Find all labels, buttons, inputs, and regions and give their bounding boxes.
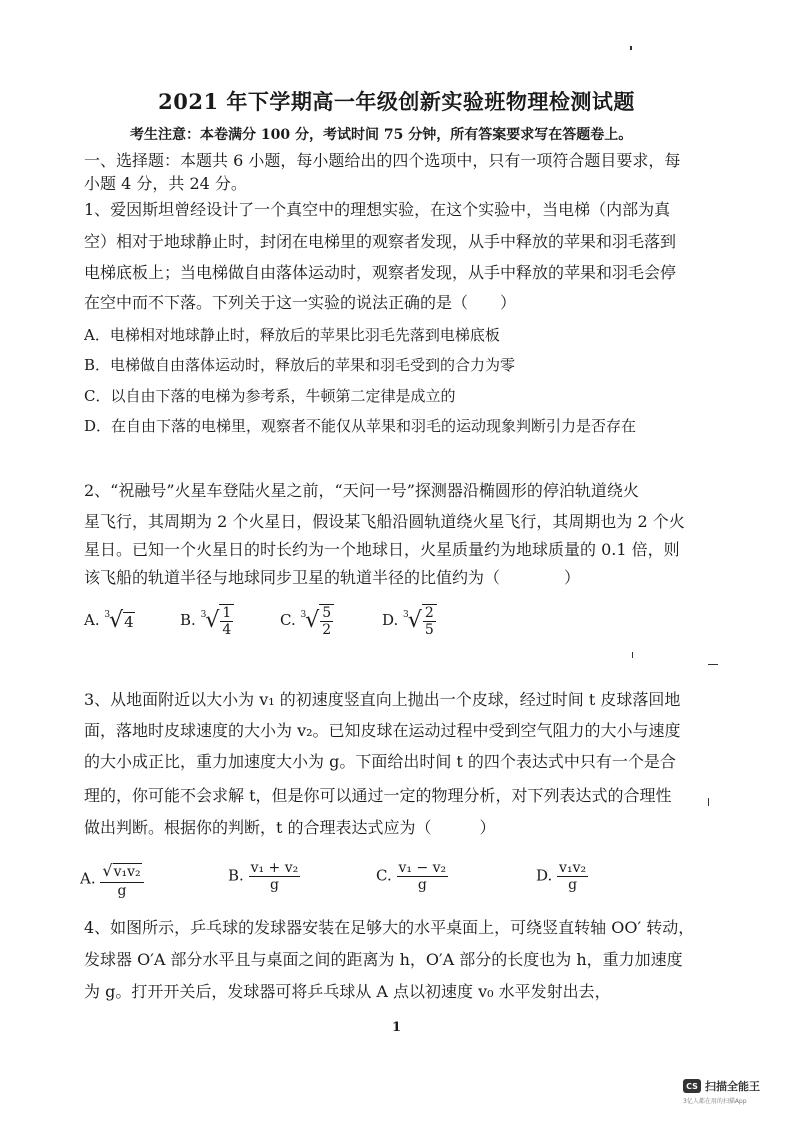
q1-line: 1、爱因斯坦曾经设计了一个真空中的理想实验，在这个实验中，当电梯（内部为真 <box>84 200 671 219</box>
denominator: 2 <box>322 622 332 638</box>
q2-line: 星日。已知一个火星日的时长约为一个地球日，火星质量约为地球质量的 0.1 倍，则 <box>84 540 680 559</box>
q2-line: 星飞行，其周期为 2 个火星日，假设某飞船沿圆轨道绕火星飞行，其周期也为 2 个火 <box>84 512 685 531</box>
q4-line: 4、如图所示，乒乓球的发球器安装在足够大的水平桌面上，可绕竖直转轴 OO′ 转动， <box>84 918 695 937</box>
radicand: 4 <box>124 612 134 631</box>
cube-root <box>104 610 134 632</box>
q2-option-d <box>382 604 437 638</box>
q1-line: 在空中而不下落。下列关于这一实验的说法正确的是（ ） <box>84 293 517 312</box>
q3-option-b <box>228 860 300 893</box>
radicand: v₁v₂ <box>113 863 141 880</box>
q2-option-a <box>84 610 135 632</box>
page-number: 1 <box>391 1020 402 1035</box>
q3-option-d <box>536 860 588 893</box>
fraction <box>557 860 588 893</box>
fraction <box>220 605 233 638</box>
denominator: g <box>117 883 127 899</box>
numerator: 1 <box>222 605 232 621</box>
numerator: v₁ + v₂ <box>250 860 299 876</box>
q3-option-c <box>376 860 448 893</box>
q3-option-a <box>80 860 144 899</box>
root-index: 3 <box>403 610 409 620</box>
scan-speck <box>632 652 633 658</box>
q1-line: 空）相对于地球静止时，封闭在电梯里的观察者发现，从手中释放的苹果和羽毛落到 <box>84 232 677 251</box>
q3-line: 3、从地面附近以大小为 v₁ 的初速度竖直向上抛出一个皮球，经过时间 t 皮球落回地 <box>84 690 681 709</box>
option-label: C. <box>376 866 392 885</box>
q1-option-c: C．以自由下落的电梯为参考系，牛顿第二定律是成立的 <box>84 387 456 405</box>
option-label: A. <box>84 611 100 629</box>
q1-option-b: B．电梯做自由落体运动时，释放后的苹果和羽毛受到的合力为零 <box>84 356 516 374</box>
denominator: 4 <box>222 622 232 638</box>
radical-sign: √ <box>407 608 422 633</box>
fraction <box>320 605 333 638</box>
numerator: 2 <box>424 605 434 621</box>
watermark-text: 扫描全能王 <box>705 1080 760 1093</box>
q4-line: 为 g。打开开关后，发球器可将乒乓球从 A 点以初速度 v₀ 水平发射出去， <box>84 982 611 1001</box>
radical-sign: √ <box>205 608 220 633</box>
root-index: 3 <box>200 610 207 620</box>
denominator: 5 <box>424 622 434 638</box>
q4-line: 发球器 O′A 部分水平且与桌面之间的距离为 h，O′A 部分的长度也为 h，重力加速度 <box>84 950 683 969</box>
numerator: 5 <box>322 605 332 621</box>
q1-option-d: D．在自由下落的电梯里，观察者不能仅从苹果和羽毛的运动现象判断引力是否存在 <box>84 417 637 435</box>
option-label: D. <box>382 611 399 629</box>
exam-notice: 考生注意：本卷满分 100 分，考试时间 75 分钟，所有答案要求写在答题卷上。 <box>130 127 633 143</box>
option-label: A. <box>80 869 96 888</box>
cube-root <box>301 604 335 638</box>
option-label: C. <box>280 611 296 629</box>
scan-speck <box>630 46 632 50</box>
option-label: B. <box>180 611 196 629</box>
denominator: g <box>568 877 578 893</box>
cube-root <box>201 604 235 638</box>
watermark-subtext: 3亿人都在用的扫描App <box>683 1098 747 1105</box>
numerator <box>100 860 143 883</box>
cube-root <box>403 604 437 638</box>
numerator: v₁v₂ <box>559 860 587 876</box>
square-root <box>102 860 141 882</box>
camscanner-logo-icon: CS <box>683 1079 701 1093</box>
exam-title: 2021 年下学期高一年级创新实验班物理检测试题 <box>158 89 635 114</box>
q3-line: 做出判断。根据你的判断，t 的合理表达式应为（ ） <box>84 818 496 837</box>
q2-option-c <box>280 604 334 638</box>
radical-sign: √ <box>109 608 124 633</box>
section-header-line-1: 一、选择题：本题共 6 小题，每小题给出的四个选项中，只有一项符合题目要求，每 <box>84 151 681 170</box>
fraction <box>249 860 301 893</box>
q1-line: 电梯底板上；当电梯做自由落体运动时，观察者发现，从手中释放的苹果和羽毛会停 <box>84 263 677 282</box>
scan-speck <box>708 664 718 665</box>
radical-sign: √ <box>102 861 113 880</box>
numerator: v₁ − v₂ <box>398 860 447 876</box>
q3-line: 理的，你可能不会求解 t，但是你可以通过一定的物理分析，对下列表达式的合理性 <box>84 786 672 805</box>
q2-option-b <box>180 604 234 638</box>
option-label: D. <box>536 866 553 885</box>
fraction <box>397 860 449 893</box>
q3-line: 面，落地时皮球速度的大小为 v₂。已知皮球在运动过程中受到空气阻力的大小与速度 <box>84 721 681 740</box>
q1-option-a: A．电梯相对地球静止时，释放后的苹果比羽毛先落到电梯底板 <box>84 326 500 344</box>
denominator: g <box>269 877 279 893</box>
scan-speck <box>708 798 709 806</box>
denominator: g <box>417 877 427 893</box>
scanner-watermark <box>683 1078 760 1094</box>
fraction <box>423 605 436 638</box>
root-index: 3 <box>300 610 307 620</box>
section-header-line-2: 小题 4 分，共 24 分。 <box>84 174 247 193</box>
radical-sign: √ <box>305 608 320 633</box>
q3-line: 的大小成正比，重力加速度大小为 g。下面给出时间 t 的四个表达式中只有一个是合 <box>84 752 676 771</box>
q2-line: 2、“祝融号”火星车登陆火星之前，“天问一号”探测器沿椭圆形的停泊轨道绕火 <box>84 481 639 500</box>
q2-line: 该飞船的轨道半径与地球同步卫星的轨道半径的比值约为（ ） <box>84 568 581 587</box>
root-index: 3 <box>104 610 111 620</box>
fraction <box>100 860 143 899</box>
option-label: B. <box>228 866 244 885</box>
